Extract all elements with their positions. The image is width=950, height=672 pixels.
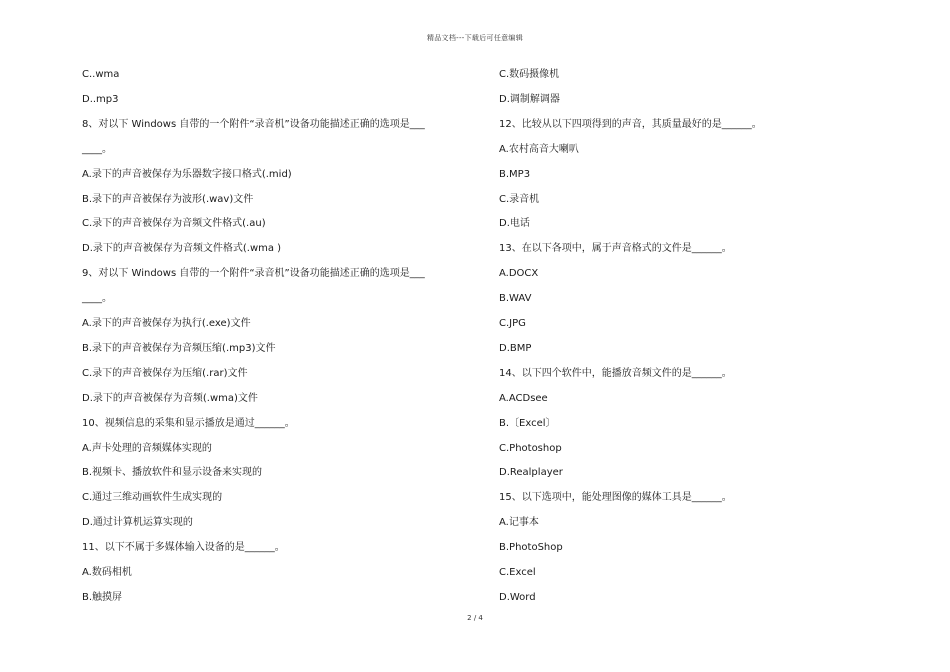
text-line: C.录下的声音被保存为压缩(.rar)文件 [82,367,248,379]
text-line: 10、视频信息的采集和显示播放是通过______。 [82,417,295,429]
text-line: B.录下的声音被保存为音频压缩(.mp3)文件 [82,342,276,354]
text-line: 15、以下选项中，能处理图像的媒体工具是______。 [499,492,732,504]
text-line: A.ACDsee [499,392,548,404]
page-number: 2 / 4 [467,614,483,622]
text-line: B.视频卡、播放软件和显示设备来实现的 [82,467,263,479]
text-line: A.录下的声音被保存为执行(.exe)文件 [82,318,251,329]
text-line: 11、以下不属于多媒体输入设备的是______。 [82,542,285,554]
page-header: 精品文档---下载后可任意编辑 [426,34,524,42]
text-line: A.DOCX [499,268,539,280]
text-line: B.MP3 [499,168,531,180]
text-line: D.录下的声音被保存为音频(.wma)文件 [82,392,258,404]
text-line: ____。 [82,293,112,305]
text-line: 9、对以下 Windows 自带的一个附件“录音机”设备功能描述正确的选项是___ [82,268,425,280]
text-line: C.JPG [499,318,526,329]
text-line: A.录下的声音被保存为乐器数字接口格式(.mid) [82,168,292,180]
text-line: D..mp3 [82,93,119,105]
text-line: C..wma [82,69,120,80]
text-line: D.录下的声音被保存为音频文件格式(.wma ) [82,243,282,255]
text-line: D.Realplayer [499,467,563,479]
text-line: D.电话 [499,218,530,230]
text-line: 8、对以下 Windows 自带的一个附件“录音机”设备功能描述正确的选项是___ [82,118,425,130]
text-line: B.录下的声音被保存为波形(.wav)文件 [82,193,254,205]
text-line: A.记事本 [499,517,539,529]
text-line: ____。 [82,143,112,155]
text-line: C.Excel [499,567,536,578]
text-line: B.〔Excel〕 [499,417,556,429]
text-line: B.PhotoShop [499,542,563,554]
text-line: B.WAV [499,293,532,305]
text-line: B.触摸屏 [82,591,123,603]
text-line: D.调制解调器 [499,93,560,105]
text-line: 14、以下四个软件中，能播放音频文件的是______。 [499,367,732,379]
text-line: C.录音机 [499,193,540,205]
text-line: 13、在以下各项中，属于声音格式的文件是______。 [499,243,732,255]
text-line: C.数码摄像机 [499,69,560,80]
text-line: D.Word [499,591,536,603]
text-line: C.通过三维动画软件生成实现的 [82,492,223,504]
text-line: A.农村高音大喇叭 [499,143,579,155]
text-line: D.通过计算机运算实现的 [82,517,193,529]
text-line: C.录下的声音被保存为音频文件格式(.au) [82,218,266,230]
text-line: 12、比较从以下四项得到的声音，其质量最好的是______。 [499,118,762,130]
text-line: A.声卡处理的音频媒体实现的 [82,442,212,454]
text-line: C.Photoshop [499,442,562,454]
text-line: D.BMP [499,342,532,354]
text-line: A.数码相机 [82,567,132,578]
